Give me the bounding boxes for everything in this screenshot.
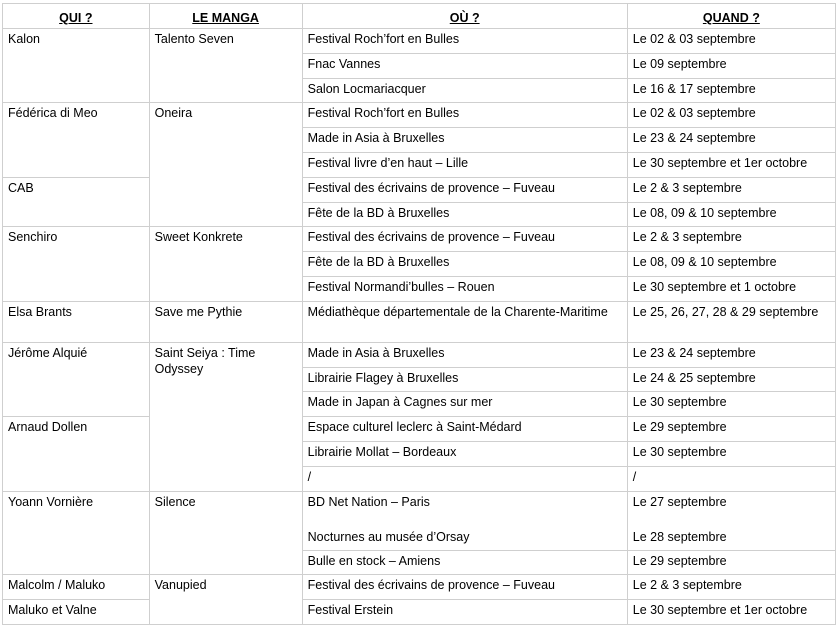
table-row [3,227,836,252]
location-cell: Made in Asia à Bruxelles [302,128,627,153]
date-cell: Le 30 septembre et 1er octobre [627,152,835,177]
location-cell: Médiathèque départementale de la Charente-Maritime [302,301,627,342]
header-ou: OÙ ? [302,4,627,29]
location-cell: Festival Normandi’bulles – Rouen [302,276,627,301]
table-row [3,29,836,54]
location-cell: Espace culturel leclerc à Saint-Médard [302,417,627,442]
location-cell: Festival des écrivains de provence – Fuveau [302,227,627,252]
author-cell: Kalon [3,29,150,103]
location-cell: Festival Roch’fort en Bulles [302,103,627,128]
location-cell: Made in Asia à Bruxelles [302,342,627,367]
date-cell: Le 08, 09 & 10 septembre [627,252,835,277]
location-cell: Salon Locmariacquer [302,78,627,103]
author-cell: Yoann Vornière [3,491,150,575]
author-cell: Maluko et Valne [3,600,150,625]
header-row [3,4,836,29]
date-cell: Le 2 & 3 septembre [627,575,835,600]
date-cell: Le 30 septembre [627,441,835,466]
manga-cell: Silence [149,491,302,575]
location-cell: Festival des écrivains de provence – Fuveau [302,575,627,600]
location-cell: Librairie Flagey à Bruxelles [302,367,627,392]
date-cell: Le 23 & 24 septembre [627,128,835,153]
location-line: BD Net Nation – Paris [307,494,430,509]
manga-cell: Vanupied [149,575,302,625]
date-cell: Le 29 septembre [627,417,835,442]
location-cell: Festival Erstein [302,600,627,625]
table-row [3,417,836,442]
date-cell: Le 16 & 17 septembre [627,78,835,103]
table-row [3,177,836,202]
location-cell [302,491,627,550]
manga-cell: Oneira [149,103,302,227]
header-manga: LE MANGA [149,4,302,29]
location-cell: Festival des écrivains de provence – Fuveau [302,177,627,202]
date-cell: Le 02 & 03 septembre [627,103,835,128]
date-cell: Le 2 & 3 septembre [627,177,835,202]
date-line: Le 28 septembre [632,529,727,544]
author-cell: Jérôme Alquié [3,342,150,416]
date-cell: Le 02 & 03 septembre [627,29,835,54]
location-cell: Fête de la BD à Bruxelles [302,252,627,277]
date-cell: Le 09 septembre [627,53,835,78]
date-cell: Le 24 & 25 septembre [627,367,835,392]
location-cell: Fnac Vannes [302,53,627,78]
header-quand: QUAND ? [627,4,835,29]
manga-cell: Save me Pythie [149,301,302,342]
header-qui: QUI ? [3,4,150,29]
author-cell: Malcolm / Maluko [3,575,150,600]
author-cell: Senchiro [3,227,150,301]
date-cell: Le 25, 26, 27, 28 & 29 septembre [627,301,835,342]
date-cell: Le 30 septembre [627,392,835,417]
manga-cell: Talento Seven [149,29,302,103]
location-cell: Festival livre d’en haut – Lille [302,152,627,177]
location-cell: Fête de la BD à Bruxelles [302,202,627,227]
date-cell [627,491,835,550]
table-row [3,575,836,600]
location-cell: Librairie Mollat – Bordeaux [302,441,627,466]
table-row [3,342,836,367]
location-cell: / [302,466,627,491]
date-cell: Le 30 septembre et 1er octobre [627,600,835,625]
table-row [3,103,836,128]
author-cell: CAB [3,177,150,227]
location-cell: Festival Roch’fort en Bulles [302,29,627,54]
location-cell: Bulle en stock – Amiens [302,550,627,575]
author-cell: Fédérica di Meo [3,103,150,177]
author-cell: Elsa Brants [3,301,150,342]
location-line: Nocturnes au musée d’Orsay [307,529,470,544]
table-row [3,491,836,550]
location-cell: Made in Japan à Cagnes sur mer [302,392,627,417]
date-cell: Le 08, 09 & 10 septembre [627,202,835,227]
author-cell: Arnaud Dollen [3,417,150,491]
date-cell: Le 23 & 24 septembre [627,342,835,367]
manga-cell: Saint Seiya : Time Odyssey [149,342,302,491]
date-cell: Le 2 & 3 septembre [627,227,835,252]
manga-cell: Sweet Konkrete [149,227,302,301]
date-cell: Le 29 septembre [627,550,835,575]
table-row [3,600,836,625]
date-line: Le 27 septembre [632,494,727,509]
table-row [3,301,836,342]
events-table [2,3,836,625]
date-cell: / [627,466,835,491]
date-cell: Le 30 septembre et 1 octobre [627,276,835,301]
